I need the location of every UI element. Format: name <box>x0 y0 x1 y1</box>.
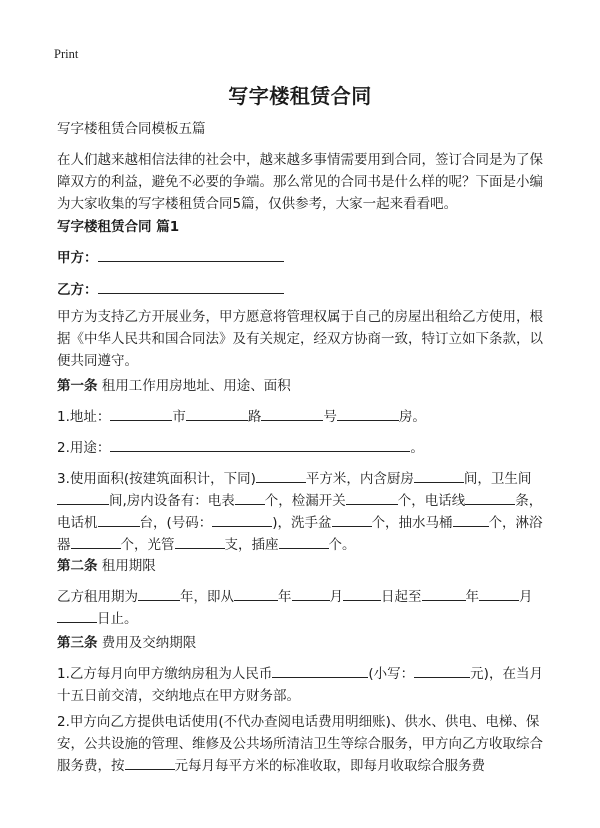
start-month-blank[interactable] <box>292 586 330 601</box>
usage-blank[interactable] <box>110 437 410 452</box>
article3-service-paragraph <box>57 711 545 777</box>
article2-title: 租用期限 <box>97 558 156 574</box>
article1-title: 租用工作用房地址、用途、面积 <box>97 378 291 394</box>
phone-set-blank[interactable] <box>98 512 140 527</box>
article3-rent-paragraph <box>57 663 545 707</box>
article1-usage-line <box>57 437 545 459</box>
term-text-2: 年，即从 <box>180 589 234 605</box>
article1-heading <box>57 375 545 397</box>
tube-light-blank[interactable] <box>175 534 225 549</box>
service-text-2: 元每月每平方米的标准收取，即每月收取综合服务费 <box>174 758 485 774</box>
usage-suffix: 。 <box>410 440 424 456</box>
party-b-line <box>57 279 545 301</box>
shower-blank[interactable] <box>71 534 121 549</box>
end-year-blank[interactable] <box>422 586 466 601</box>
article3-heading <box>57 632 545 654</box>
area-text-12: 个，光管 <box>120 537 175 553</box>
service-rate-blank[interactable] <box>125 755 175 770</box>
article3-title: 费用及交纳期限 <box>97 635 197 651</box>
article3-label: 第三条 <box>57 635 98 651</box>
preamble-paragraph: 甲方为支持乙方开展业务，甲方愿意将管理权属于自己的房屋出租给乙方使用，根据《中华人民共和国合同法》及有关规定，经双方协商一致，特订立如下条款，以便共同遵守。 <box>57 309 543 369</box>
article2-label: 第二条 <box>57 558 98 574</box>
term-text-1: 乙方租用期为 <box>57 589 138 605</box>
area-text-11: 个，淋浴器 <box>57 515 543 553</box>
print-link[interactable]: Print <box>54 47 79 61</box>
end-day-blank[interactable] <box>57 608 97 623</box>
bathroom-blank[interactable] <box>57 490 109 505</box>
toilet-blank[interactable] <box>453 512 489 527</box>
meter-blank[interactable] <box>235 490 265 505</box>
term-text-4: 月 <box>329 589 343 605</box>
city-label: 市 <box>172 409 186 425</box>
basin-blank[interactable] <box>332 512 372 527</box>
article1-area-paragraph <box>57 468 545 556</box>
area-text-9: )，洗手盆 <box>272 515 332 531</box>
area-text-7: 条，电话机 <box>57 493 543 531</box>
party-a-label: 甲方： <box>57 250 98 266</box>
area-text-13: 支，插座 <box>224 537 279 553</box>
area-text-1: 3.使用面积(按建筑面积计，下同) <box>57 471 256 487</box>
leak-switch-blank[interactable] <box>346 490 398 505</box>
document-subtitle: 写字楼租赁合同模板五篇 <box>57 121 206 137</box>
area-text-3: 间，卫生间 <box>463 471 532 487</box>
area-text-6: 个，电话线 <box>397 493 466 509</box>
term-text-7: 月 <box>519 589 533 605</box>
term-text-3: 年 <box>278 589 292 605</box>
term-text-8: 日止。 <box>97 611 138 627</box>
room-blank[interactable] <box>337 406 399 421</box>
rent-amount-blank[interactable] <box>272 663 368 678</box>
service-text-1: 2.甲方向乙方提供电话使用(不代办查阅电话费用明细账)、供水、供电、电梯、保安，公共设施的管理、维修及公共场所清洁卫生等综合服务，甲方向乙方收取综合服务费，按 <box>57 714 543 774</box>
kitchen-blank[interactable] <box>414 468 464 483</box>
socket-blank[interactable] <box>279 534 329 549</box>
area-text-14: 个。 <box>328 537 356 553</box>
article2-heading <box>57 555 545 577</box>
intro-paragraph: 在人们越来越相信法律的社会中，越来越多事情需要用到合同，签订合同是为了保障双方的利益，避免不必要的争端。那么常见的合同书是什么样的呢？下面是小编为大家收集的写字楼租赁合同5篇，仅供参考，大家一起来看看吧。 <box>57 152 543 212</box>
area-blank[interactable] <box>256 468 306 483</box>
rent-text-1: 1.乙方每月向甲方缴纳房租为人民币 <box>57 666 273 682</box>
end-month-blank[interactable] <box>479 586 519 601</box>
rent-text-3: 元)，在当月十五日前交清，交纳地点在甲方财务部。 <box>57 666 543 704</box>
party-a-line <box>57 247 545 269</box>
area-text-2: 平方米，内含厨房 <box>305 471 414 487</box>
article1-label: 第一条 <box>57 378 98 394</box>
section-title: 写字楼租赁合同 篇1 <box>57 219 180 235</box>
start-day-blank[interactable] <box>343 586 381 601</box>
area-text-10: 个，抽水马桶 <box>371 515 453 531</box>
start-year-blank[interactable] <box>234 586 278 601</box>
phone-line-blank[interactable] <box>465 490 515 505</box>
article2-term-paragraph <box>57 586 545 630</box>
address-prefix: 1.地址： <box>57 409 111 425</box>
area-text-4: 间,房内设备有：电表 <box>109 493 235 509</box>
road-label: 路 <box>247 409 262 425</box>
city-blank[interactable] <box>110 406 172 421</box>
term-years-blank[interactable] <box>138 586 180 601</box>
area-text-8: 台，(号码： <box>139 515 213 531</box>
term-text-6: 年 <box>465 589 479 605</box>
term-text-5: 日起至 <box>381 589 422 605</box>
road-blank[interactable] <box>186 406 248 421</box>
party-a-blank[interactable] <box>98 247 284 262</box>
rent-small-blank[interactable] <box>414 663 470 678</box>
party-b-label: 乙方： <box>57 282 98 298</box>
party-b-blank[interactable] <box>98 279 284 294</box>
number-blank[interactable] <box>261 406 323 421</box>
usage-prefix: 2.用途： <box>57 440 111 456</box>
rent-text-2: (小写： <box>368 666 415 682</box>
number-label: 号 <box>323 409 337 425</box>
article1-address-line <box>57 406 545 428</box>
room-label: 房。 <box>398 409 426 425</box>
document-title: 写字楼租赁合同 <box>228 84 372 108</box>
phone-number-blank[interactable] <box>212 512 272 527</box>
area-text-5: 个，检漏开关 <box>264 493 346 509</box>
